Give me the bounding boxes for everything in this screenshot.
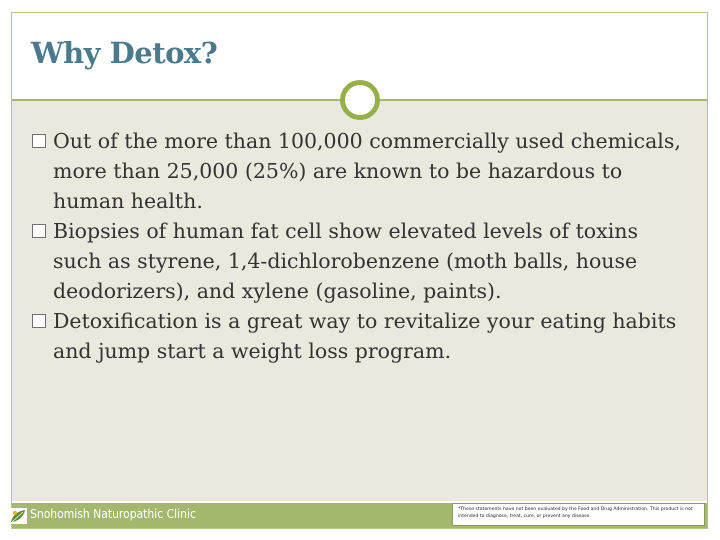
bullet-item <box>30 216 690 306</box>
bullet-text: Biopsies of human fat cell show elevated levels of toxins such as styrene, 1,4-dichlorobenzene (moth balls, house deodorizers), and xylene (gasoline, paints). <box>53 219 638 303</box>
bullet-text: Out of the more than 100,000 commercially used chemicals, more than 25,000 (25%) are known to be hazardous to human health. <box>53 129 681 213</box>
checkbox-square-icon <box>32 314 46 328</box>
disclaimer-text: *These statements have not been evaluated by the Food and Drug Administration. This product is not intended to diagnose, treat, cure, or prevent any disease. <box>458 507 693 519</box>
ring-icon <box>340 80 380 120</box>
bullet-text: Detoxification is a great way to revitalize your eating habits and jump start a weight loss program. <box>53 309 677 363</box>
clinic-name: Snohomish Naturopathic Clinic <box>30 507 196 521</box>
slide-title: Why Detox? <box>31 36 218 70</box>
disclaimer-box <box>452 503 705 526</box>
bullet-item <box>30 126 690 216</box>
bullet-list <box>30 126 690 366</box>
checkbox-square-icon <box>32 134 46 148</box>
checkbox-square-icon <box>32 224 46 238</box>
leaf-logo-icon <box>9 508 27 524</box>
bullet-item <box>30 306 690 366</box>
